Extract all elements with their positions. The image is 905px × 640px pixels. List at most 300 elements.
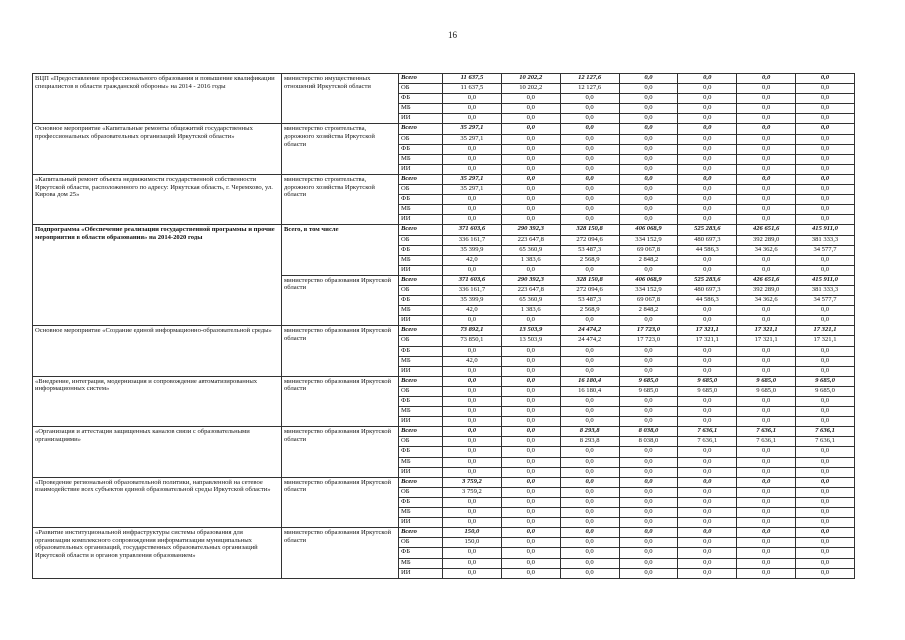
responsible-executor: министерство образования Иркутской области: [282, 528, 399, 578]
amount-cell: 0,0: [619, 346, 678, 356]
amount-cell: 0,0: [678, 164, 737, 174]
amount-cell: 0,0: [796, 538, 855, 548]
amount-cell: 35 297,1: [443, 124, 502, 134]
funding-source: ФБ: [399, 245, 443, 255]
amount-cell: 0,0: [501, 205, 560, 215]
funding-source: ОБ: [399, 437, 443, 447]
amount-cell: 480 697,3: [678, 285, 737, 295]
funding-source: ИИ: [399, 114, 443, 124]
table-row: [33, 174, 855, 184]
amount-cell: 0,0: [737, 144, 796, 154]
amount-cell: 0,0: [619, 134, 678, 144]
amount-cell: 371 603,6: [443, 275, 502, 285]
funding-source: ИИ: [399, 316, 443, 326]
amount-cell: 0,0: [619, 124, 678, 134]
amount-cell: 9 685,0: [796, 376, 855, 386]
amount-cell: 0,0: [796, 84, 855, 94]
amount-cell: 0,0: [737, 548, 796, 558]
amount-cell: 0,0: [443, 265, 502, 275]
amount-cell: 0,0: [443, 346, 502, 356]
amount-cell: 0,0: [796, 417, 855, 427]
amount-cell: 0,0: [796, 255, 855, 265]
page-number: 16: [448, 30, 457, 40]
amount-cell: 12 127,6: [560, 74, 619, 84]
amount-cell: 0,0: [737, 195, 796, 205]
amount-cell: 0,0: [678, 366, 737, 376]
amount-cell: 44 586,3: [678, 296, 737, 306]
amount-cell: 0,0: [560, 528, 619, 538]
amount-cell: 17 321,1: [737, 326, 796, 336]
amount-cell: 381 333,3: [796, 285, 855, 295]
funding-source: Всего: [399, 275, 443, 285]
amount-cell: 69 067,8: [619, 245, 678, 255]
amount-cell: 0,0: [619, 477, 678, 487]
amount-cell: 0,0: [796, 134, 855, 144]
amount-cell: 0,0: [678, 417, 737, 427]
amount-cell: 0,0: [796, 104, 855, 114]
amount-cell: 426 651,6: [737, 275, 796, 285]
amount-cell: 0,0: [678, 215, 737, 225]
amount-cell: 0,0: [737, 518, 796, 528]
amount-cell: 0,0: [678, 447, 737, 457]
amount-cell: 0,0: [501, 114, 560, 124]
amount-cell: 24 474,2: [560, 326, 619, 336]
amount-cell: 0,0: [501, 528, 560, 538]
amount-cell: 336 161,7: [443, 285, 502, 295]
amount-cell: 0,0: [560, 467, 619, 477]
amount-cell: 2 848,2: [619, 255, 678, 265]
responsible-executor: министерство образования Иркутской области: [282, 275, 399, 325]
amount-cell: 17 321,1: [796, 336, 855, 346]
amount-cell: 0,0: [796, 114, 855, 124]
amount-cell: 17 723,0: [619, 326, 678, 336]
amount-cell: 0,0: [796, 185, 855, 195]
amount-cell: 0,0: [501, 174, 560, 184]
amount-cell: 0,0: [560, 316, 619, 326]
amount-cell: 0,0: [796, 164, 855, 174]
amount-cell: 0,0: [678, 84, 737, 94]
funding-source: Всего: [399, 124, 443, 134]
amount-cell: 0,0: [560, 104, 619, 114]
funding-source: ФБ: [399, 548, 443, 558]
amount-cell: 0,0: [560, 518, 619, 528]
amount-cell: 0,0: [501, 104, 560, 114]
amount-cell: 0,0: [678, 144, 737, 154]
amount-cell: 290 392,3: [501, 275, 560, 285]
program-name: ВЦП «Предоставление профессионального образования и повышение квалификации специалистов в области гражданской обороны» на 2014 - 2016 годы: [33, 74, 282, 124]
amount-cell: 0,0: [501, 356, 560, 366]
funding-source: МБ: [399, 457, 443, 467]
funding-source: ОБ: [399, 235, 443, 245]
program-name: Основное мероприятие «Создание единой информационно-образовательной среды»: [33, 326, 282, 376]
funding-source: ИИ: [399, 215, 443, 225]
amount-cell: 0,0: [501, 508, 560, 518]
amount-cell: 73 850,1: [443, 336, 502, 346]
amount-cell: 12 127,6: [560, 84, 619, 94]
amount-cell: 10 202,2: [501, 74, 560, 84]
amount-cell: 0,0: [796, 346, 855, 356]
amount-cell: 0,0: [796, 124, 855, 134]
amount-cell: 0,0: [501, 538, 560, 548]
amount-cell: 53 487,3: [560, 296, 619, 306]
budget-table: [32, 73, 855, 579]
amount-cell: 0,0: [560, 447, 619, 457]
amount-cell: 0,0: [737, 417, 796, 427]
funding-source: МБ: [399, 407, 443, 417]
amount-cell: 44 586,3: [678, 245, 737, 255]
amount-cell: 0,0: [443, 467, 502, 477]
amount-cell: 0,0: [737, 528, 796, 538]
amount-cell: 17 321,1: [678, 326, 737, 336]
amount-cell: 0,0: [737, 265, 796, 275]
amount-cell: 0,0: [619, 84, 678, 94]
amount-cell: 0,0: [796, 265, 855, 275]
funding-source: ИИ: [399, 467, 443, 477]
amount-cell: 0,0: [501, 265, 560, 275]
funding-source: ФБ: [399, 296, 443, 306]
funding-source: Всего: [399, 528, 443, 538]
amount-cell: 0,0: [678, 104, 737, 114]
amount-cell: 0,0: [737, 538, 796, 548]
amount-cell: 0,0: [796, 154, 855, 164]
funding-source: ФБ: [399, 346, 443, 356]
amount-cell: 0,0: [678, 134, 737, 144]
amount-cell: 0,0: [560, 144, 619, 154]
funding-source: Всего: [399, 477, 443, 487]
amount-cell: 0,0: [443, 154, 502, 164]
funding-source: ФБ: [399, 497, 443, 507]
amount-cell: 0,0: [619, 94, 678, 104]
amount-cell: 0,0: [443, 447, 502, 457]
amount-cell: 73 892,1: [443, 326, 502, 336]
amount-cell: 0,0: [560, 407, 619, 417]
amount-cell: 0,0: [678, 316, 737, 326]
amount-cell: 0,0: [678, 154, 737, 164]
funding-source: МБ: [399, 558, 443, 568]
program-name: «Внедрение, интеграция, модернизация и сопровождение автоматизированных информационных систем»: [33, 376, 282, 426]
amount-cell: 0,0: [443, 376, 502, 386]
amount-cell: 0,0: [678, 306, 737, 316]
amount-cell: 0,0: [737, 124, 796, 134]
amount-cell: 0,0: [619, 508, 678, 518]
amount-cell: 0,0: [501, 185, 560, 195]
amount-cell: 42,0: [443, 255, 502, 265]
amount-cell: 0,0: [737, 74, 796, 84]
amount-cell: 35 399,9: [443, 245, 502, 255]
amount-cell: 0,0: [619, 154, 678, 164]
amount-cell: 0,0: [619, 558, 678, 568]
amount-cell: 0,0: [678, 497, 737, 507]
amount-cell: 0,0: [443, 397, 502, 407]
amount-cell: 0,0: [678, 538, 737, 548]
amount-cell: 0,0: [619, 457, 678, 467]
funding-source: ИИ: [399, 568, 443, 578]
amount-cell: 34 577,7: [796, 245, 855, 255]
amount-cell: 0,0: [443, 508, 502, 518]
responsible-executor: Всего, в том числе: [282, 225, 399, 275]
table-row: [33, 225, 855, 235]
amount-cell: 0,0: [678, 528, 737, 538]
amount-cell: 0,0: [619, 114, 678, 124]
table-row: [33, 124, 855, 134]
amount-cell: 0,0: [737, 356, 796, 366]
amount-cell: 65 360,9: [501, 296, 560, 306]
amount-cell: 336 161,7: [443, 235, 502, 245]
amount-cell: 0,0: [560, 124, 619, 134]
amount-cell: 0,0: [443, 497, 502, 507]
amount-cell: 0,0: [796, 558, 855, 568]
amount-cell: 0,0: [737, 497, 796, 507]
amount-cell: 0,0: [619, 144, 678, 154]
responsible-executor: министерство образования Иркутской области: [282, 376, 399, 426]
amount-cell: 392 289,0: [737, 285, 796, 295]
amount-cell: 0,0: [501, 457, 560, 467]
amount-cell: 415 911,0: [796, 225, 855, 235]
amount-cell: 0,0: [560, 154, 619, 164]
amount-cell: 0,0: [737, 306, 796, 316]
amount-cell: 13 503,9: [501, 336, 560, 346]
amount-cell: 272 094,6: [560, 235, 619, 245]
amount-cell: 53 487,3: [560, 245, 619, 255]
amount-cell: 0,0: [737, 205, 796, 215]
amount-cell: 0,0: [678, 558, 737, 568]
amount-cell: 0,0: [560, 457, 619, 467]
amount-cell: 0,0: [443, 195, 502, 205]
amount-cell: 0,0: [796, 366, 855, 376]
amount-cell: 0,0: [501, 215, 560, 225]
funding-source: ИИ: [399, 164, 443, 174]
amount-cell: 0,0: [737, 185, 796, 195]
amount-cell: 0,0: [796, 447, 855, 457]
amount-cell: 0,0: [796, 407, 855, 417]
funding-source: МБ: [399, 154, 443, 164]
amount-cell: 1 383,6: [501, 306, 560, 316]
amount-cell: 0,0: [443, 94, 502, 104]
amount-cell: 0,0: [443, 457, 502, 467]
amount-cell: 42,0: [443, 306, 502, 316]
amount-cell: 0,0: [737, 447, 796, 457]
funding-source: ФБ: [399, 94, 443, 104]
amount-cell: 0,0: [619, 417, 678, 427]
amount-cell: 0,0: [619, 538, 678, 548]
amount-cell: 0,0: [796, 397, 855, 407]
amount-cell: 0,0: [560, 346, 619, 356]
amount-cell: 0,0: [619, 174, 678, 184]
program-name: Основное мероприятие «Капитальные ремонты общежитий государственных профессиональных образовательных организаций Иркутской области»: [33, 124, 282, 174]
table-row: [33, 326, 855, 336]
amount-cell: 0,0: [796, 548, 855, 558]
amount-cell: 0,0: [619, 356, 678, 366]
funding-source: Всего: [399, 174, 443, 184]
program-name: «Развитие институциональной инфраструктуры системы образования для организации комплексного сопровождения информатизации муниципальных образовательных организаций, государственных образовательных организаций Иркутской области и органов управления образованием»: [33, 528, 282, 578]
amount-cell: 9 685,0: [796, 386, 855, 396]
table-row: [33, 528, 855, 538]
responsible-executor: министерство образования Иркутской области: [282, 477, 399, 527]
amount-cell: 0,0: [737, 154, 796, 164]
amount-cell: 0,0: [560, 487, 619, 497]
amount-cell: 0,0: [501, 144, 560, 154]
amount-cell: 0,0: [560, 477, 619, 487]
amount-cell: 9 685,0: [619, 376, 678, 386]
amount-cell: 0,0: [619, 487, 678, 497]
amount-cell: 2 848,2: [619, 306, 678, 316]
amount-cell: 0,0: [619, 104, 678, 114]
amount-cell: 0,0: [737, 174, 796, 184]
funding-source: ИИ: [399, 518, 443, 528]
table-row: [33, 477, 855, 487]
amount-cell: 0,0: [501, 195, 560, 205]
amount-cell: 35 399,9: [443, 296, 502, 306]
amount-cell: 0,0: [443, 427, 502, 437]
amount-cell: 0,0: [796, 306, 855, 316]
amount-cell: 0,0: [737, 508, 796, 518]
amount-cell: 0,0: [443, 518, 502, 528]
funding-source: ФБ: [399, 447, 443, 457]
amount-cell: 0,0: [796, 467, 855, 477]
amount-cell: 0,0: [796, 174, 855, 184]
amount-cell: 406 068,9: [619, 275, 678, 285]
amount-cell: 0,0: [619, 568, 678, 578]
amount-cell: 0,0: [678, 508, 737, 518]
amount-cell: 0,0: [560, 265, 619, 275]
amount-cell: 0,0: [678, 397, 737, 407]
amount-cell: 525 283,6: [678, 275, 737, 285]
amount-cell: 0,0: [560, 185, 619, 195]
amount-cell: 0,0: [501, 124, 560, 134]
amount-cell: 0,0: [560, 205, 619, 215]
program-name: «Организация и аттестация защищенных каналов связи с образовательными организациями»: [33, 427, 282, 477]
amount-cell: 0,0: [796, 457, 855, 467]
amount-cell: 42,0: [443, 356, 502, 366]
funding-source: ФБ: [399, 144, 443, 154]
amount-cell: 328 150,8: [560, 275, 619, 285]
amount-cell: 0,0: [443, 386, 502, 396]
amount-cell: 0,0: [619, 528, 678, 538]
amount-cell: 0,0: [560, 114, 619, 124]
amount-cell: 415 911,0: [796, 275, 855, 285]
amount-cell: 0,0: [619, 316, 678, 326]
amount-cell: 0,0: [796, 356, 855, 366]
amount-cell: 0,0: [501, 134, 560, 144]
funding-source: ФБ: [399, 195, 443, 205]
amount-cell: 9 685,0: [619, 386, 678, 396]
amount-cell: 0,0: [796, 316, 855, 326]
amount-cell: 0,0: [443, 558, 502, 568]
amount-cell: 0,0: [678, 255, 737, 265]
amount-cell: 0,0: [501, 477, 560, 487]
amount-cell: 0,0: [678, 174, 737, 184]
amount-cell: 0,0: [560, 366, 619, 376]
budget-table-body: [33, 74, 855, 579]
amount-cell: 0,0: [796, 205, 855, 215]
amount-cell: 0,0: [501, 437, 560, 447]
amount-cell: 334 152,9: [619, 285, 678, 295]
amount-cell: 0,0: [501, 467, 560, 477]
amount-cell: 0,0: [443, 215, 502, 225]
amount-cell: 0,0: [737, 366, 796, 376]
amount-cell: 0,0: [619, 164, 678, 174]
amount-cell: 0,0: [619, 407, 678, 417]
amount-cell: 0,0: [560, 548, 619, 558]
amount-cell: 0,0: [443, 437, 502, 447]
amount-cell: 0,0: [796, 528, 855, 538]
funding-source: ОБ: [399, 84, 443, 94]
amount-cell: 0,0: [501, 346, 560, 356]
amount-cell: 0,0: [619, 518, 678, 528]
funding-source: ОБ: [399, 538, 443, 548]
amount-cell: 0,0: [796, 144, 855, 154]
amount-cell: 7 636,1: [796, 427, 855, 437]
amount-cell: 0,0: [443, 114, 502, 124]
amount-cell: 0,0: [501, 164, 560, 174]
amount-cell: 0,0: [619, 548, 678, 558]
amount-cell: 0,0: [619, 215, 678, 225]
amount-cell: 290 392,3: [501, 225, 560, 235]
amount-cell: 0,0: [560, 558, 619, 568]
amount-cell: 0,0: [678, 124, 737, 134]
amount-cell: 0,0: [443, 144, 502, 154]
amount-cell: 9 685,0: [737, 386, 796, 396]
amount-cell: 0,0: [501, 366, 560, 376]
amount-cell: 3 759,2: [443, 487, 502, 497]
funding-source: Всего: [399, 376, 443, 386]
amount-cell: 0,0: [737, 255, 796, 265]
amount-cell: 13 503,9: [501, 326, 560, 336]
amount-cell: 0,0: [678, 94, 737, 104]
amount-cell: 0,0: [678, 467, 737, 477]
amount-cell: 8 293,8: [560, 427, 619, 437]
amount-cell: 0,0: [619, 497, 678, 507]
amount-cell: 0,0: [678, 407, 737, 417]
funding-source: Всего: [399, 326, 443, 336]
table-row: [33, 74, 855, 84]
amount-cell: 9 685,0: [737, 376, 796, 386]
amount-cell: 0,0: [619, 397, 678, 407]
funding-source: ОБ: [399, 285, 443, 295]
amount-cell: 0,0: [443, 205, 502, 215]
amount-cell: 0,0: [737, 407, 796, 417]
amount-cell: 0,0: [796, 497, 855, 507]
amount-cell: 150,0: [443, 528, 502, 538]
amount-cell: 8 293,8: [560, 437, 619, 447]
funding-source: МБ: [399, 255, 443, 265]
amount-cell: 7 636,1: [678, 437, 737, 447]
amount-cell: 0,0: [737, 316, 796, 326]
amount-cell: 0,0: [560, 568, 619, 578]
amount-cell: 0,0: [501, 427, 560, 437]
amount-cell: 0,0: [619, 467, 678, 477]
amount-cell: 223 647,8: [501, 235, 560, 245]
amount-cell: 0,0: [678, 205, 737, 215]
funding-source: МБ: [399, 356, 443, 366]
amount-cell: 0,0: [678, 457, 737, 467]
amount-cell: 0,0: [560, 94, 619, 104]
amount-cell: 0,0: [737, 94, 796, 104]
amount-cell: 0,0: [737, 397, 796, 407]
amount-cell: 272 094,6: [560, 285, 619, 295]
amount-cell: 16 180,4: [560, 386, 619, 396]
amount-cell: 0,0: [560, 397, 619, 407]
amount-cell: 0,0: [737, 164, 796, 174]
amount-cell: 0,0: [501, 386, 560, 396]
amount-cell: 0,0: [737, 568, 796, 578]
amount-cell: 426 651,6: [737, 225, 796, 235]
amount-cell: 9 685,0: [678, 376, 737, 386]
amount-cell: 0,0: [560, 174, 619, 184]
amount-cell: 7 636,1: [678, 427, 737, 437]
amount-cell: 35 297,1: [443, 174, 502, 184]
amount-cell: 34 362,6: [737, 296, 796, 306]
